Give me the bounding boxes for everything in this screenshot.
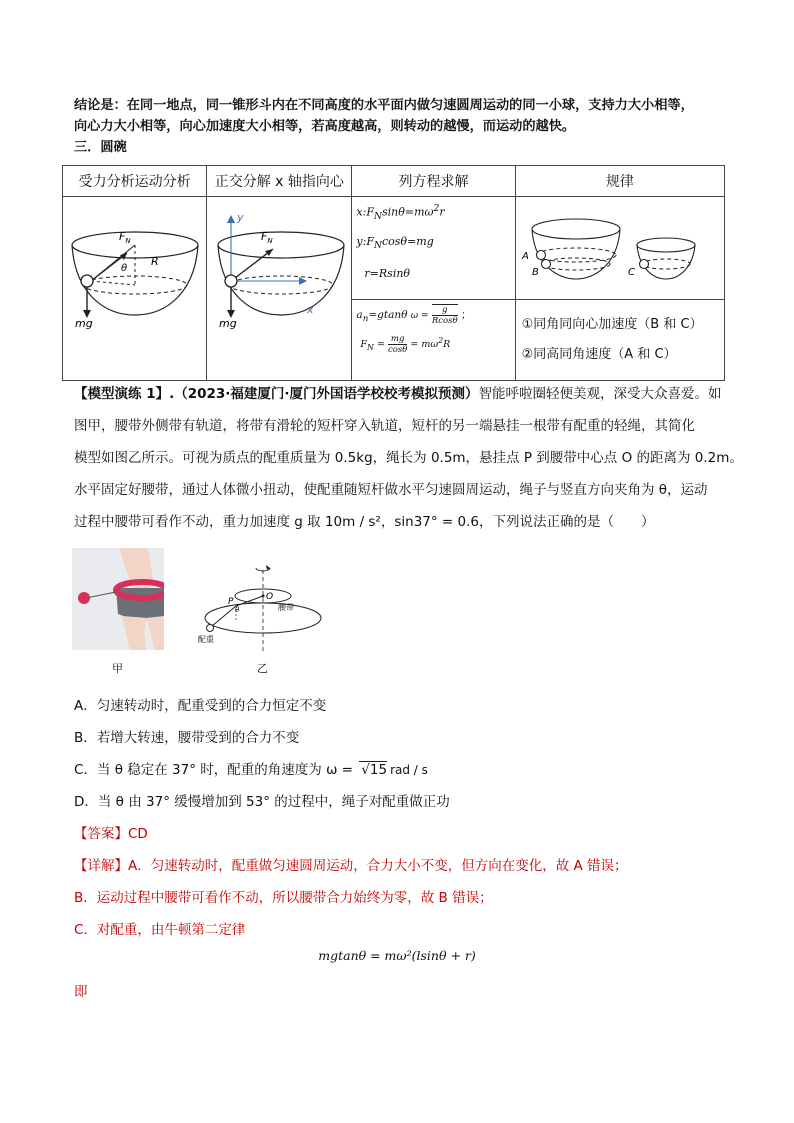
header-rules: 规律: [515, 166, 724, 197]
option-a: A．匀速转动时，配重受到的合力恒定不变: [74, 698, 327, 714]
normal-force-formula: $F_N$ = $\frac{mg}{\cos\theta}$ = $m\omega^2R$: [360, 334, 451, 355]
header-equations: 列方程求解: [352, 166, 515, 197]
option-b: B．若增大转速，腰带受到的合力不变: [74, 730, 300, 746]
force-diagram-cell: [63, 197, 207, 381]
hula-hoop-model-diagram: [196, 560, 326, 656]
sqrt-15: √15: [361, 762, 388, 778]
bowl-table: [62, 165, 725, 381]
problem-line-3: 模型如图乙所示。可视为质点的配重质量为 0.5kg，绳长为 0.5m，悬挂点 P 到腰带中心点 O 的距离为 0.2m。: [74, 450, 743, 466]
rule-2: ②同高同角速度（A 和 C）: [521, 347, 677, 362]
fig-x-axis-label: x: [307, 303, 314, 316]
fig-weight-label: 配重: [198, 635, 214, 644]
omega-fraction: $\frac{g}{Rcos\theta}$: [431, 305, 458, 326]
problem-line-5: 过程中腰带可看作不动，重力加速度 g 取 10m / s²，sin37° = 0.6，下列说法正确的是（ ）: [74, 514, 655, 530]
bowls-comparison-diagram: [516, 197, 724, 293]
fig-y-axis-label: y: [237, 211, 244, 224]
conclusion-line-1: 结论是：在同一地点，同一锥形斗内在不同高度的水平面内做匀速圆周运动的同一小球，支持力大小相等，: [74, 98, 694, 113]
fig-jia-caption: 甲: [112, 662, 123, 675]
header-decomposition: 正交分解 x 轴指向心: [207, 166, 352, 197]
hula-hoop-photo: [72, 548, 164, 650]
problem-line-4: 水平固定好腰带，通过人体微小扭动，使配重随短杆做水平匀速圆周运动，绳子与竖直方向夹角为 θ，运动: [74, 482, 708, 498]
rules-diagram-cell: [515, 197, 724, 300]
problem-line-1: 【模型演练 1】.（2023·福建厦门·厦门外国语学校校考模拟预测）智能呼啦圈轻便美观，深受大众喜爱。如: [74, 386, 722, 402]
problem-line-2: 图甲，腰带外侧带有轨道，将带有滑轮的短杆穿入轨道，短杆的另一端悬挂一根带有配重的轻绳，其简化: [74, 418, 695, 434]
fig-theta-label: θ: [121, 263, 128, 274]
equations-cell: [352, 197, 515, 300]
fig-o-label: O: [266, 592, 274, 602]
bowl-decomposition-diagram: [207, 197, 351, 349]
answer-detail-c: C．对配重，由牛顿第二定律: [74, 922, 246, 938]
fig-p-label: P: [228, 597, 234, 607]
header-force-analysis: 受力分析运动分析: [63, 166, 207, 197]
acceleration-cell: [352, 300, 515, 381]
rule-1: ①同角同向心加速度（B 和 C）: [521, 317, 703, 332]
rules-cell: [515, 300, 724, 381]
answer-ji: 即: [74, 984, 88, 1000]
fig-a-label: A: [521, 251, 529, 262]
fig-yi-caption: 乙: [257, 662, 268, 675]
fig-mg-label-2: mg: [219, 317, 237, 330]
fig-b-label: B: [531, 267, 539, 278]
fig-belt-label: 腰带: [278, 603, 294, 612]
fig-theta-label-2: θ: [235, 606, 240, 614]
decomposition-diagram-cell: [207, 197, 352, 381]
answer-detail-b: B．运动过程中腰带可看作不动，所以腰带合力始终为零，故 B 错误；: [74, 890, 493, 906]
section-title: 三．圆碗: [74, 140, 127, 155]
fig-mg-label: mg: [75, 317, 93, 330]
bowl-force-diagram: [63, 197, 206, 349]
acceleration-formula: $a_n=gtan\theta$ ω = $\frac{g}{Rcos\theta}$ ；: [356, 305, 472, 326]
equation-y: $y:F_N\cos\theta=mg$: [356, 235, 434, 252]
fig-fn-label: $F_N$: [119, 230, 131, 245]
conclusion-line-2: 向心力大小相等，向心加速度大小相等，若高度越高，则转动的越慢，而运动的越快。: [74, 119, 576, 134]
fig-c-label: C: [627, 267, 635, 278]
equation-r: r=Rsinθ: [364, 267, 411, 280]
answer-label: 【答案】CD: [74, 826, 148, 842]
fig-r-label: R: [151, 255, 159, 268]
equation-x: $x:F_N\sin\theta=m\omega^2r$: [356, 203, 445, 222]
fn-fraction: $\frac{mg}{\cos\theta}$: [387, 334, 408, 355]
fig-fn-label-2: $F_N$: [261, 230, 273, 245]
option-c: C．当 θ 稳定在 37° 时，配重的角速度为 ω = √15 rad / s: [74, 762, 428, 778]
option-d: D．当 θ 由 37° 缓慢增加到 53° 的过程中，绳子对配重做正功: [74, 794, 450, 810]
newton-equation: mgtanθ = mω²(lsinθ + r): [318, 948, 476, 963]
answer-detail-a: 【详解】A．匀速转动时，配重做匀速圆周运动，合力大小不变，但方向在变化，故 A 错误；: [74, 858, 628, 874]
